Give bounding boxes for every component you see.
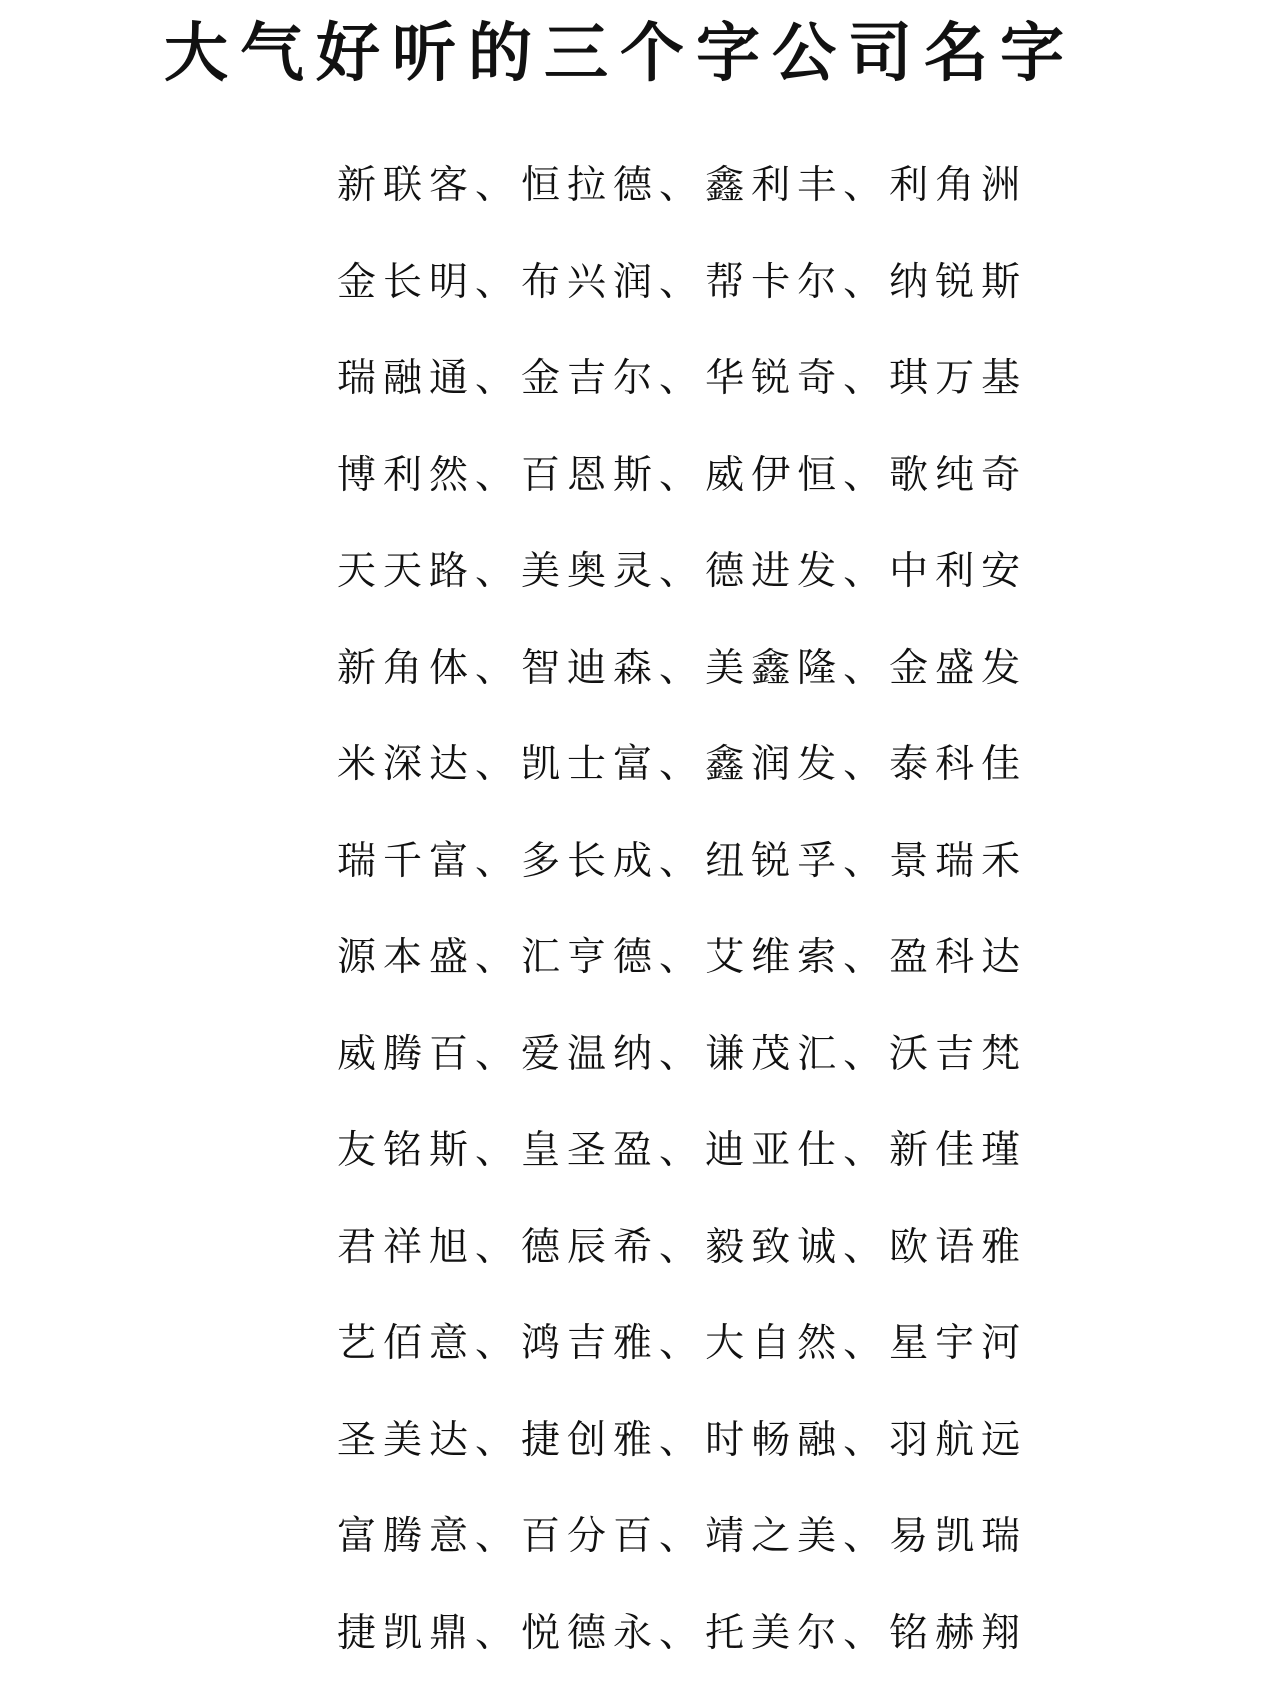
name-separator: 、: [843, 838, 890, 884]
company-name: 皇圣盈: [521, 1128, 660, 1173]
company-name: 威伊恒: [705, 452, 844, 498]
name-separator: 、: [843, 163, 890, 208]
company-name: 迪亚仕: [705, 1128, 844, 1173]
name-separator: 、: [475, 163, 522, 208]
name-separator: 、: [843, 1610, 890, 1656]
company-name: 金盛发: [889, 645, 1028, 691]
name-separator: 、: [843, 1514, 890, 1559]
company-name: 百恩斯: [521, 452, 660, 498]
company-name: 新佳瑾: [889, 1128, 1028, 1173]
company-name: 纳锐斯: [889, 259, 1028, 305]
company-name: 铭赫翔: [889, 1610, 1028, 1656]
company-name: 盈科达: [889, 935, 1028, 980]
name-separator: 、: [843, 645, 890, 691]
name-separator: 、: [659, 838, 706, 884]
page-title: 大气好听的三个字公司名字: [164, 16, 1076, 91]
company-name: 羽航远: [889, 1417, 1028, 1463]
name-separator: 、: [843, 1417, 890, 1463]
name-separator: 、: [843, 1321, 890, 1366]
company-name: 百分百: [521, 1514, 660, 1559]
company-name: 时畅融: [705, 1417, 844, 1463]
company-name: 天天路: [337, 549, 476, 594]
name-row: [337, 1220, 1037, 1317]
name-separator: 、: [659, 645, 706, 691]
name-separator: 、: [659, 1417, 706, 1463]
company-name: 金长明: [337, 259, 476, 305]
name-row: [337, 351, 1037, 448]
name-separator: 、: [843, 935, 890, 980]
name-separator: 、: [475, 1321, 522, 1366]
name-separator: 、: [659, 1128, 706, 1173]
company-name: 捷创雅: [521, 1417, 660, 1463]
name-row: [337, 834, 1037, 931]
company-name: 多长成: [521, 838, 660, 884]
company-name: 德进发: [705, 549, 844, 594]
company-name: 汇亨德: [521, 935, 660, 980]
company-name: 金吉尔: [521, 356, 660, 401]
name-separator: 、: [659, 1514, 706, 1559]
name-separator: 、: [475, 1610, 522, 1656]
company-name: 源本盛: [337, 935, 476, 980]
name-row: [337, 641, 1037, 738]
company-name: 艾维索: [705, 935, 844, 980]
company-name: 新角体: [337, 645, 476, 691]
company-name: 悦德永: [521, 1610, 660, 1656]
name-separator: 、: [659, 163, 706, 208]
name-row: [337, 737, 1037, 834]
name-separator: 、: [843, 1128, 890, 1173]
name-separator: 、: [475, 549, 522, 594]
company-name: 景瑞禾: [889, 838, 1028, 884]
name-separator: 、: [659, 452, 706, 498]
name-separator: 、: [659, 935, 706, 980]
name-row: [337, 1509, 1037, 1606]
name-separator: 、: [475, 452, 522, 498]
company-name: 毅致诚: [705, 1224, 844, 1270]
name-separator: 、: [475, 356, 522, 401]
company-name: 鑫利丰: [705, 163, 844, 208]
company-name: 歌纯奇: [889, 452, 1028, 498]
name-separator: 、: [475, 259, 522, 305]
name-separator: 、: [843, 259, 890, 305]
company-name: 靖之美: [705, 1514, 844, 1559]
company-name: 富腾意: [337, 1514, 476, 1559]
company-name: 博利然: [337, 452, 476, 498]
company-name: 米深达: [337, 742, 476, 787]
company-name: 德辰希: [521, 1224, 660, 1270]
company-name: 君祥旭: [337, 1224, 476, 1270]
name-separator: 、: [843, 452, 890, 498]
company-name: 谦茂汇: [705, 1031, 844, 1077]
company-name: 瑞融通: [337, 356, 476, 401]
company-name: 帮卡尔: [705, 259, 844, 305]
name-separator: 、: [475, 1514, 522, 1559]
company-name: 沃吉梵: [889, 1031, 1028, 1077]
name-separator: 、: [659, 356, 706, 401]
name-row: [337, 1413, 1037, 1510]
name-separator: 、: [659, 742, 706, 787]
name-row: [337, 1123, 1037, 1220]
company-name: 托美尔: [705, 1610, 844, 1656]
company-name: 利角洲: [889, 163, 1028, 208]
name-separator: 、: [843, 1031, 890, 1077]
company-name: 易凯瑞: [889, 1514, 1028, 1559]
company-name: 爱温纳: [521, 1031, 660, 1077]
company-name: 美奥灵: [521, 549, 660, 594]
name-row: [337, 544, 1037, 641]
name-separator: 、: [475, 1031, 522, 1077]
name-separator: 、: [843, 742, 890, 787]
name-row: [337, 930, 1037, 1027]
company-name: 威腾百: [337, 1031, 476, 1077]
company-name: 友铭斯: [337, 1128, 476, 1173]
name-separator: 、: [475, 1224, 522, 1270]
company-name: 美鑫隆: [705, 645, 844, 691]
company-name: 智迪森: [521, 645, 660, 691]
company-name: 布兴润: [521, 259, 660, 305]
company-name: 中利安: [889, 549, 1028, 594]
company-name: 圣美达: [337, 1417, 476, 1463]
company-name: 纽锐孚: [705, 838, 844, 884]
name-separator: 、: [475, 1128, 522, 1173]
name-row: [337, 1606, 1037, 1703]
name-separator: 、: [659, 1224, 706, 1270]
company-name: 瑞千富: [337, 838, 476, 884]
name-separator: 、: [843, 356, 890, 401]
name-separator: 、: [475, 838, 522, 884]
name-row: [337, 1027, 1037, 1124]
company-name-list: [337, 158, 1037, 1702]
name-separator: 、: [659, 1321, 706, 1366]
company-name: 恒拉德: [521, 163, 660, 208]
name-separator: 、: [475, 742, 522, 787]
name-separator: 、: [475, 645, 522, 691]
company-name: 新联客: [337, 163, 476, 208]
company-name: 琪万基: [889, 356, 1028, 401]
name-separator: 、: [843, 549, 890, 594]
name-row: [337, 158, 1037, 255]
company-name: 凯士富: [521, 742, 660, 787]
company-name: 鸿吉雅: [521, 1321, 660, 1366]
name-separator: 、: [659, 549, 706, 594]
company-name: 鑫润发: [705, 742, 844, 787]
name-separator: 、: [659, 1031, 706, 1077]
company-name: 泰科佳: [889, 742, 1028, 787]
name-row: [337, 448, 1037, 545]
name-separator: 、: [659, 259, 706, 305]
name-separator: 、: [843, 1224, 890, 1270]
company-name: 欧语雅: [889, 1224, 1028, 1270]
name-row: [337, 1316, 1037, 1413]
company-name: 大自然: [705, 1321, 844, 1366]
company-name: 星宇河: [889, 1321, 1028, 1366]
company-name: 捷凯鼎: [337, 1610, 476, 1656]
company-name: 艺佰意: [337, 1321, 476, 1366]
name-row: [337, 255, 1037, 352]
company-name: 华锐奇: [705, 356, 844, 401]
name-separator: 、: [659, 1610, 706, 1656]
name-separator: 、: [475, 935, 522, 980]
name-separator: 、: [475, 1417, 522, 1463]
